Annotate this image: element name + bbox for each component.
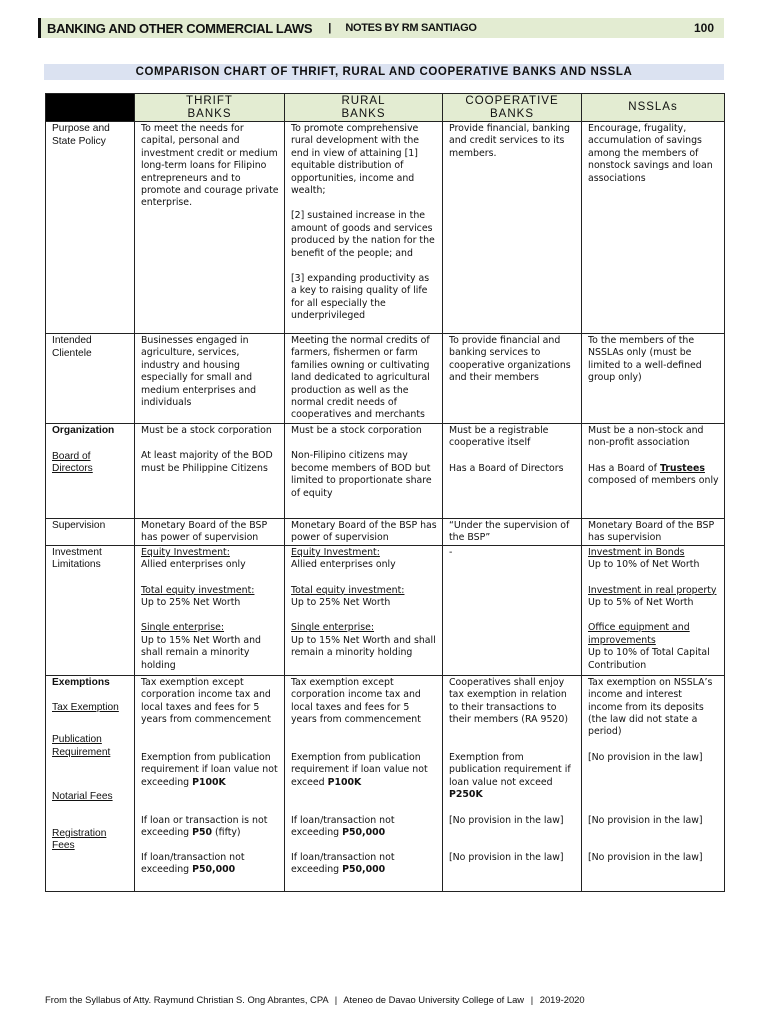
cell-coop-organization: Must be a registrable cooperative itself Has a Board of Directors: [443, 424, 582, 519]
comparison-table: [45, 93, 725, 892]
cell-rural-supervision: Monetary Board of the BSP has power of supervision: [285, 519, 443, 546]
cell-thrift-purpose: To meet the needs for capital, personal and investment credit or medium long-term loans for Filipino entrepreneurs and to promote and courage private enterprise.: [135, 122, 285, 334]
header-title: BANKING AND OTHER COMMERCIAL LAWS: [47, 20, 313, 36]
row-label-organization: Organization Board of Directors: [46, 424, 135, 519]
page-footer: From the Syllabus of Atty. Raymund Christian S. Ong Abrantes, CPA | Ateneo de Davao University College of Law | 2019-2020: [45, 994, 585, 1005]
cell-rural-exemptions: Tax exemption except corporation income tax and local taxes and fees for 5 years from commencement Exemption from publication requirement if loan value not exceed P100K If loan/transaction not exceeding P50,000 If loan/transaction not exceeding P50,000: [285, 675, 443, 891]
cell-nssla-clientele: To the members of the NSSLAs only (must be limited to a well-defined group only): [582, 334, 725, 424]
row-sublabel-board: Board of Directors: [52, 450, 93, 475]
cell-nssla-investment: Investment in Bonds Up to 10% of Net Worth Investment in real property Up to 5% of Net Worth Office equipment and improvements Up to 10% of Total Capital Contribution: [582, 545, 725, 675]
col-header-nssla: NSSLAs: [582, 94, 725, 122]
row-label-purpose: Purpose and State Policy: [46, 122, 135, 334]
cell-thrift-investment: Equity Investment: Allied enterprises only Total equity investment: Up to 25% Net Worth Single enterprise: Up to 15% Net Worth and shall remain a minority holding: [135, 545, 285, 675]
cell-nssla-supervision: Monetary Board of the BSP has supervision: [582, 519, 725, 546]
row-label-investment: Investment Limitations: [46, 545, 135, 675]
table-row-investment: [46, 545, 725, 675]
table-row-clientele: [46, 334, 725, 424]
table-header-row: [46, 94, 725, 122]
cell-thrift-exemptions: Tax exemption except corporation income tax and local taxes and fees for 5 years from commencement Exemption from publication requirement if loan value not exceeding P100K If loan or transaction is not exceeding P50 (fifty) If loan/transaction not exceeding P50,000: [135, 675, 285, 891]
cell-coop-purpose: Provide financial, banking and credit services to its members.: [443, 122, 582, 334]
col-header-thrift: THRIFT BANKS: [135, 94, 285, 122]
cell-nssla-organization: Must be a non-stock and non-profit association Has a Board of Trustees composed of members only: [582, 424, 725, 519]
row-sublabel-registration: Registration Fees: [52, 827, 107, 852]
row-sublabel-tax: Tax Exemption: [52, 702, 119, 714]
row-label-clientele: Intended Clientele: [46, 334, 135, 424]
cell-rural-clientele: Meeting the normal credits of farmers, fishermen or farm families owning or cultivating land dedicated to agricultural production as well as the normal credit needs of cooperatives and merchants: [285, 334, 443, 424]
row-sublabel-notarial: Notarial Fees: [52, 791, 113, 803]
cell-nssla-purpose: Encourage, frugality, accumulation of savings among the members of nonstock savings and loan associations: [582, 122, 725, 334]
header-notes: NOTES BY RM SANTIAGO: [345, 22, 477, 34]
cell-rural-purpose: To promote comprehensive rural development with the end in view of attaining [1] equitable distribution of opportunities, income and wealth; [2] sustained increase in the amount of goods and services produced by the nation for the benefit of the people; and [3] expanding productivity as a key to raising quality of life for all especially the underprivileged: [285, 122, 443, 334]
cell-thrift-organization: Must be a stock corporation At least majority of the BOD must be Philippine Citizens: [135, 424, 285, 519]
table-row-supervision: [46, 519, 725, 546]
cell-coop-exemptions: Cooperatives shall enjoy tax exemption in relation to their transactions to their members (RA 9520) Exemption from publication requirement if loan value not exceed P250K [No provision in the law] [No provision in the law]: [443, 675, 582, 891]
corner-cell: [46, 94, 135, 122]
col-header-coop: COOPERATIVE BANKS: [443, 94, 582, 122]
table-row-exemptions: [46, 675, 725, 891]
page-header: [38, 18, 724, 38]
cell-coop-supervision: “Under the supervision of the BSP”: [443, 519, 582, 546]
cell-thrift-clientele: Businesses engaged in agriculture, services, industry and housing especially for small and medium enterprises and individuals: [135, 334, 285, 424]
table-row-purpose: [46, 122, 725, 334]
cell-coop-investment: -: [443, 545, 582, 675]
cell-coop-clientele: To provide financial and banking services to cooperative organizations and their members: [443, 334, 582, 424]
cell-rural-investment: Equity Investment: Allied enterprises only Total equity investment: Up to 25% Net Worth Single enterprise: Up to 15% Net Worth and shall remain a minority holding: [285, 545, 443, 675]
row-sublabel-publication: Publication Requirement: [52, 734, 111, 758]
chart-title: COMPARISON CHART OF THRIFT, RURAL AND COOPERATIVE BANKS AND NSSLA: [44, 64, 724, 80]
cell-rural-organization: Must be a stock corporation Non-Filipino citizens may become members of BOD but limited to proportionate share of equity: [285, 424, 443, 519]
cell-nssla-exemptions: Tax exemption on NSSLA’s income and interest income from its deposits (the law did not state a period) [No provision in the law] [No provision in the law] [No provision in the law]: [582, 675, 725, 891]
cell-thrift-supervision: Monetary Board of the BSP has power of supervision: [135, 519, 285, 546]
table-row-organization: [46, 424, 725, 519]
row-label-supervision: Supervision: [46, 519, 135, 546]
page-number: 100: [693, 21, 714, 35]
col-header-rural: RURAL BANKS: [285, 94, 443, 122]
header-separator: |: [328, 22, 332, 34]
row-label-exemptions: Exemptions Tax Exemption Publication Requirement Notarial Fees Registration Fees: [46, 675, 135, 891]
